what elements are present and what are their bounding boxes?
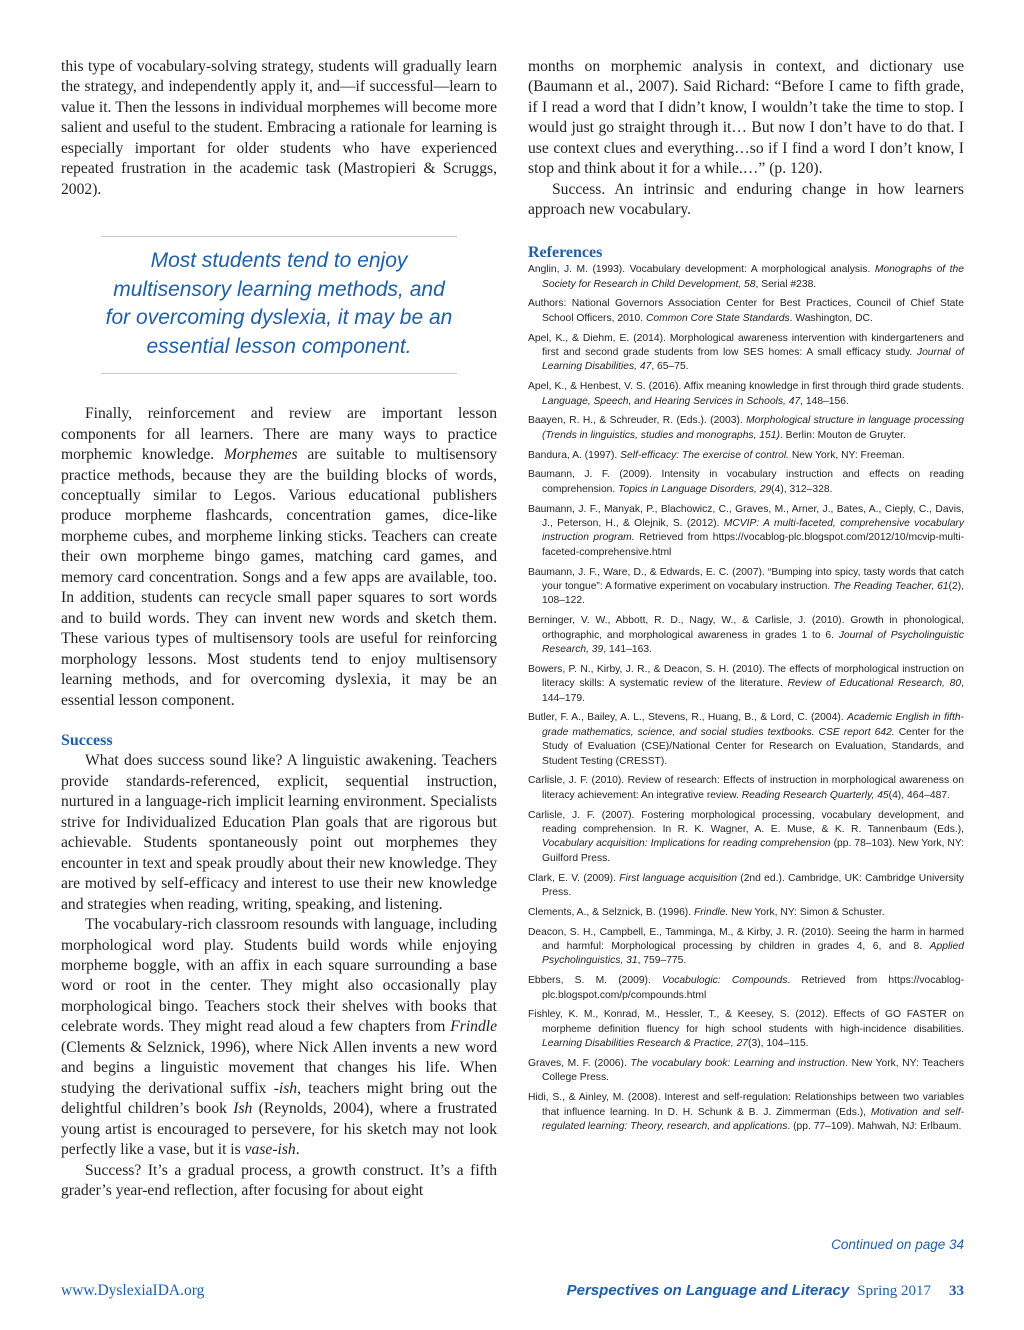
reference-title: Vocabulogic: Compounds [662, 975, 788, 987]
reference-title: The Reading Teacher, 61 [833, 580, 949, 592]
text-run: (Clements & Selznick, 1996), where Nick Allen invents a new word and begins a linguistic movement that changes his life. When studying the derivational suffix [61, 1038, 497, 1097]
reference-text: , 148–156. [800, 395, 849, 407]
reference-text: . (pp. 77–109). Mahwah, NJ: Erlbaum. [787, 1121, 962, 1133]
reference-entry [528, 414, 964, 443]
intro-paragraph: this type of vocabulary-solving strategy, students will gradually learn the strategy, and independently apply it, and—if successful—learn to value it. Then the lessons in individual morphemes will become more salient and useful to the student. Embracing a rationale for learning is especially important for older students who have experienced repeated frustration in the academic task (Mastropieri & Scruggs, 2002). [61, 58, 497, 198]
reference-text: . New York, NY: Teachers College Press. [542, 1058, 964, 1084]
reference-text: Authors: National Governors Association Center for Best Practices, Council of Chief State School Officers, 2010. [528, 298, 964, 324]
references-heading: References [528, 243, 603, 261]
reference-text: , Serial #238. [755, 278, 817, 290]
reference-text: Clark, E. V. (2009). [528, 872, 620, 884]
continued-note: Continued on page 34 [831, 1237, 964, 1252]
reference-text: Carlisle, J. F. (2007). Fostering morphological processing, vocabulary development, and reading comprehension. In R. K. Wagner, A. E. Muse, & K. R. Tannenbaum (Eds.), [528, 809, 964, 836]
book-title-frindle: Frindle [450, 1018, 497, 1036]
vocabulary-classroom-paragraph [61, 915, 497, 1160]
reference-title: Reading Research Quarterly, 45 [741, 789, 889, 801]
reference-text: Clements, A., & Selznick, B. (1996). [528, 906, 694, 918]
pull-quote: Most students tend to enjoy multisensory learning methods, and for overcoming dyslexia, it may be an essential lesson component. [101, 236, 457, 374]
text-run: (Reynolds, 2004), where a frustrated young artist is encouraged to persevere, for his sketch may not look perfectly like a vase, but it is [61, 1100, 497, 1159]
reference-title: MCVIP: A multi-faceted, comprehensive vocabulary instruction program. [542, 517, 964, 544]
page-number: 33 [949, 1283, 964, 1299]
reference-title: First language acquisition [619, 872, 737, 884]
text-run: are suitable to multisensory practice methods, because they are the building blocks of words, conceptually similar to Legos. Various educational publishers produce morpheme flashcards, concentration games, dice-like morpheme cubes, and morpheme linking sticks. Teachers can create their own morpheme bingo games, matching card games, and memory card concentration. Songs and a few apps are available, too. In addition, students can recycle small paper squares to sort words and to build words. They can invent new words and sketch them. These various types of multisensory tools are useful for reinforcing morphology lessons. Most students tend to enjoy multisensory learning methods, and for overcoming dyslexia, it may be an essential lesson component. [61, 446, 497, 709]
reference-entry [528, 380, 964, 409]
reference-entry [528, 332, 964, 375]
reference-text: Carlisle, J. F. (2010). Review of research: Effects of instruction in morphological awareness on literacy achievement: An integrative review. [528, 775, 964, 801]
reference-text: New York, NY: Simon & Schuster. [728, 906, 885, 918]
reference-title: Monographs of the Society for Research in Child Development, 58 [542, 264, 964, 290]
reference-text: Anglin, J. M. (1993). Vocabulary development: A morphological analysis. [528, 264, 875, 276]
reference-text: , 144–179. [542, 678, 964, 704]
reference-text: Graves, M. F. (2006). [528, 1058, 631, 1070]
journal-title: Perspectives on Language and Literacy [566, 1282, 850, 1299]
reference-text: Baumann, J. F., Manyak, P., Blachowicz, C., Graves, M., Arner, J., Bates, A., Cieply, C., Davis, J., Peterson, H., & Olejnik, S. (2012). [528, 503, 964, 529]
word-vase-ish: vase-ish [244, 1141, 296, 1159]
reference-text: , 65–75. [651, 361, 689, 373]
reference-text: (2), 108–122. [542, 580, 964, 607]
success-heading: Success [61, 731, 113, 749]
reference-entry [528, 974, 964, 1003]
reference-entry [528, 503, 964, 561]
reference-text: . Berlin: Mouton de Gruyter. [779, 429, 906, 441]
reference-text: Bowers, P. N., Kirby, J. R., & Deacon, S. H. (2010). The effects of morphological instruction on literacy skills: A systematic review of the literature. [528, 663, 964, 690]
reference-title: Self-efficacy: The exercise of control. [620, 449, 789, 461]
left-column [61, 57, 497, 1201]
text-run: , teachers might bring out the delightful children’s book [61, 1079, 498, 1118]
gradual-process-paragraph: Success? It’s a gradual process, a growth construct. It’s a fifth grader’s year-end reflection, after focusing for about eight [61, 1161, 497, 1199]
reference-title: Applied Psycholinguistics, 31 [542, 941, 964, 967]
reference-text: Baumann, J. F. (2009). Intensity in vocabulary instruction and effects on reading comprehension. [528, 469, 964, 495]
reference-text: . Washington, DC. [789, 312, 873, 324]
reference-entry [528, 468, 964, 497]
spacer [61, 711, 497, 731]
reference-entry [528, 1091, 964, 1134]
emphasis-morphemes: Morphemes [223, 446, 298, 464]
right-column [528, 57, 964, 1140]
reference-title: Language, Speech, and Hearing Services in Schools, 47 [542, 395, 801, 407]
reference-text: Butler, F. A., Bailey, A. L., Stevens, R., Huang, B., & Lord, C. (2004). [528, 712, 847, 724]
reference-text: (3), 104–115. [748, 1038, 809, 1050]
text-run: The vocabulary-rich classroom resounds with language, including morphological word play. Students build words while enjoying morpheme boggle, with an affix in each square surrounding a base word or root in the center. They might also occasionally play morphological bingo. Teachers stock their shelves with books that celebrate words. They might read aloud a few chapters from [61, 916, 497, 1036]
reference-title: Academic English in fifth-grade mathematics, science, and social studies textbooks. CSE report 642. [542, 712, 964, 738]
reference-entry [528, 566, 964, 609]
reference-text: Deacon, S. H., Campbell, E., Tamminga, M., & Kirby, J. R. (2010). Seeing the harm in harmed and harmful: Morphological processing by children in grades 4, 6, and 8. [528, 926, 964, 953]
reference-entry [528, 1057, 964, 1086]
text-run: Finally, reinforcement and review are important lesson components for all learners. There are many ways to practice morphemic knowledge. [61, 405, 497, 464]
reference-text: Berninger, V. W., Abbott, R. D., Nagy, W., & Carlisle, J. (2010). Growth in phonological, orthographic, and morphological awareness in grades 1 to 6. [528, 615, 964, 641]
website-link[interactable]: www.DyslexiaIDA.org [61, 1282, 205, 1299]
reference-title: Learning Disabilities Research & Practice, 27 [542, 1038, 749, 1050]
reference-text: Apel, K., & Diehm, E. (2014). Morphological awareness intervention with kindergarteners and first and second grade students from low SES homes: A small efficacy study. [528, 332, 964, 358]
references-list [528, 263, 964, 1134]
reference-entry [528, 774, 964, 803]
reference-title: Review of Educational Research, 80 [787, 678, 962, 690]
reference-title: Common Core State Standards [645, 312, 790, 324]
reference-title: Motivation and self-regulated learning: Theory, research, and applications [542, 1106, 964, 1133]
reference-entry [528, 1008, 964, 1051]
reference-entry [528, 809, 964, 867]
reference-entry [528, 297, 964, 326]
reference-title: Frindle. [693, 906, 729, 918]
issue-season: Spring 2017 [857, 1283, 931, 1299]
reference-text: Hidi, S., & Ainley, M. (2008). Interest and self-regulation: Relationships between two variables that influence learning. In D. H. Schunk & B. J. Zimmerman (Eds.), [528, 1092, 964, 1118]
reference-text: (pp. 78–103). New York, NY: Guilford Press. [542, 838, 965, 864]
suffix-ish: -ish [273, 1079, 298, 1097]
reference-text: Ebbers, S. M. (2009). [528, 975, 663, 987]
reference-text: Center for the Study of Evaluation (CSE)/National Center for Research on Evaluation, Standards, and Student Testing (CRESST). [542, 726, 964, 767]
footer-right [567, 1282, 964, 1300]
reference-title: Journal of Psycholinguistic Research, 39 [542, 629, 964, 655]
reference-text: Baumann, J. F., Ware, D., & Edwards, E. C. (2007). “Bumping into spicy, tasty words that catch your tongue”: A formative experiment on vocabulary instruction. [528, 566, 964, 592]
reference-title: Morphological structure in language processing (Trends in linguistics, studies and monographs, 151) [542, 415, 964, 441]
reference-entry [528, 263, 964, 292]
reference-entry [528, 926, 964, 969]
reference-text: Retrieved from https://vocablog-plc.blogspot.com/2012/10/mcvip-multi-faceted-comprehensive.html [542, 532, 964, 558]
reinforcement-paragraph [61, 404, 497, 711]
success-paragraph: What does success sound like? A linguistic awakening. Teachers provide standards-referenced, explicit, sequential instruction, nurtured in a language-rich implicit learning environment. Specialists strive for Individualized Education Plan goals that are rigorous but achievable. Students spontaneously point out morphemes they encounter in text and speak proudly about their new knowledge. They are motived by self-efficacy and interest to use their new knowledge and strategies when reading, writing, speaking, and listening. [61, 752, 497, 913]
reference-text: (4), 312–328. [771, 483, 833, 495]
reference-title: The vocabulary book: Learning and instruction [630, 1058, 846, 1070]
reference-title: Journal of Learning Disabilities, 47 [542, 346, 964, 373]
book-title-ish: Ish [233, 1100, 253, 1118]
reference-text: (2nd ed.). Cambridge, UK: Cambridge University Press. [542, 872, 964, 899]
reference-text: . Retrieved from https://vocablog-plc.blogspot.com/p/compounds.html [542, 975, 964, 1001]
reference-title: Topics in Language Disorders, 29 [618, 483, 772, 495]
reference-title: Vocabulary acquisition: Implications for reading comprehension [542, 838, 831, 850]
reference-text: Fishley, K. M., Konrad, M., Hessler, T., & Keesey, S. (2012). Effects of GO FASTER on morpheme definition fluency for high school students with high-incidence disabilities. [528, 1009, 964, 1035]
reference-text: Bandura, A. (1997). [528, 449, 621, 461]
reference-entry [528, 906, 964, 920]
reference-entry [528, 872, 964, 901]
reference-text: New York, NY: Freeman. [789, 449, 905, 461]
reference-text: (4), 464–487. [888, 789, 950, 801]
enduring-change-paragraph: Success. An intrinsic and enduring change in how learners approach new vocabulary. [528, 180, 964, 219]
text-run: . [295, 1141, 300, 1159]
reference-entry [528, 711, 964, 769]
quote-paragraph: months on morphemic analysis in context, and dictionary use (Baumann et al., 2007). Said Richard: “Before I came to fifth grade, if I read a word that I didn’t know, I wouldn’t take the time to stop. I would just go straight through it… But now I don’t have to do that. I use context clues and everything…so if I find a word I don’t know, I stop and think about it for a while.…” (p. 120). [528, 58, 964, 178]
reference-text: Baayen, R. H., & Schreuder, R. (Eds.). (2003). [528, 415, 747, 427]
reference-entry [528, 614, 964, 657]
reference-text: Apel, K., & Henbest, V. S. (2016). Affix meaning knowledge in first through third grade students. [528, 381, 964, 393]
reference-text: , 759–775. [637, 955, 687, 967]
page-footer [61, 1282, 964, 1304]
reference-entry [528, 449, 964, 463]
reference-entry [528, 663, 964, 706]
reference-text: , 141–163. [603, 643, 652, 655]
